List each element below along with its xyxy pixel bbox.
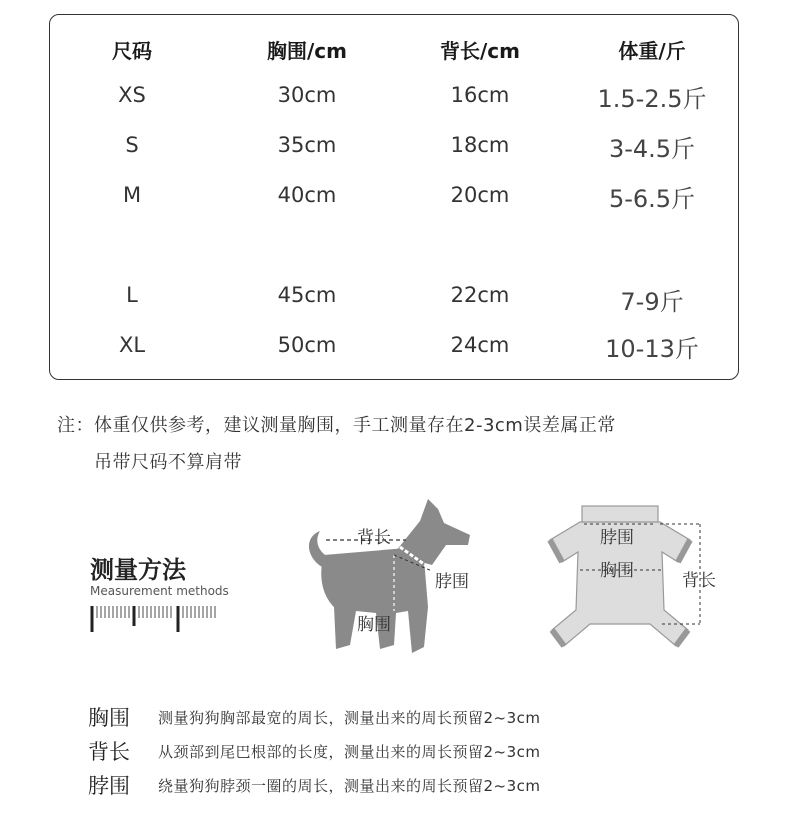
table-cell: 20cm xyxy=(450,183,510,207)
definition-text-chest: 测量狗狗胸部最宽的周长，测量出来的周长预留2~3cm xyxy=(158,709,541,727)
ruler-icon xyxy=(90,606,220,632)
table-cell: 16cm xyxy=(450,83,510,107)
table-cell: 1.5-2.5斤 xyxy=(597,85,707,113)
table-cell: 40cm xyxy=(277,183,337,207)
table-cell: M xyxy=(122,183,142,207)
garment-label-chest: 胸围 xyxy=(600,561,634,581)
table-cell: XS xyxy=(118,83,146,107)
definition-term-chest: 胸围 xyxy=(88,706,130,730)
header-size: 尺码 xyxy=(112,39,152,63)
table-cell: 30cm xyxy=(277,83,337,107)
table-cell: 22cm xyxy=(450,283,510,307)
definition-term-neck: 脖围 xyxy=(88,774,130,798)
definition-text-neck: 绕量狗狗脖颈一圈的周长，测量出来的周长预留2~3cm xyxy=(158,777,541,795)
definition-term-back: 背长 xyxy=(88,740,130,764)
table-cell: 10-13斤 xyxy=(605,335,699,363)
header-back: 背长/cm xyxy=(440,39,520,63)
table-cell: 45cm xyxy=(277,283,337,307)
table-cell: S xyxy=(125,133,139,157)
note-line-2: 吊带尺码不算肩带 xyxy=(94,452,242,473)
table-cell: 50cm xyxy=(277,333,337,357)
method-subtitle: Measurement methods xyxy=(90,584,229,598)
table-cell: 18cm xyxy=(450,133,510,157)
table-cell: 24cm xyxy=(450,333,510,357)
table-cell: L xyxy=(126,283,138,307)
dog-label-chest: 胸围 xyxy=(357,615,391,635)
table-cell: 5-6.5斤 xyxy=(608,185,696,213)
table-cell: 35cm xyxy=(277,133,337,157)
table-cell: 3-4.5斤 xyxy=(608,135,696,163)
method-title: 测量方法 xyxy=(90,556,186,584)
size-table xyxy=(49,14,739,380)
table-cell: XL xyxy=(118,333,146,357)
garment-label-back: 背长 xyxy=(682,571,716,591)
header-weight: 体重/斤 xyxy=(618,39,686,63)
note-line-1: 注：体重仅供参考，建议测量胸围，手工测量存在2-3cm误差属正常 xyxy=(57,415,616,436)
garment-label-neck: 脖围 xyxy=(600,528,634,548)
dog-label-back: 背长 xyxy=(357,528,391,548)
header-chest: 胸围/cm xyxy=(267,39,347,63)
dog-label-neck: 脖围 xyxy=(435,572,469,592)
table-cell: 7-9斤 xyxy=(620,288,684,316)
definition-text-back: 从颈部到尾巴根部的长度，测量出来的周长预留2~3cm xyxy=(158,743,541,761)
